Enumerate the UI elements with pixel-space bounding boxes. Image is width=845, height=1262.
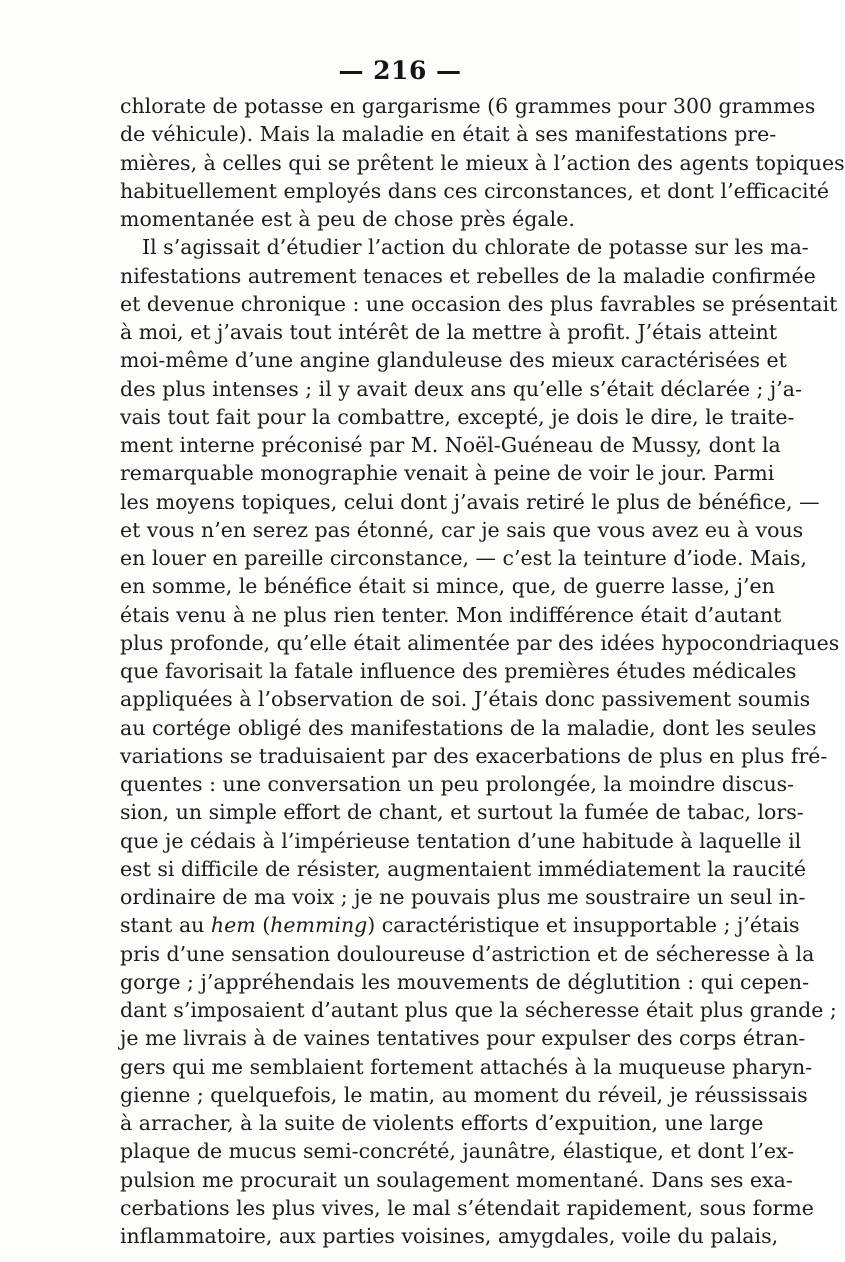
text-line: des plus intenses ; il y avait deux ans qu’elle s’était déclarée ; j’a- [120, 376, 802, 401]
text-line: appliquées à l’observation de soi. J’étais donc passivement soumis [120, 687, 811, 712]
text-line: et vous n’en serez pas étonné, car je sais que vous avez eu à vous [120, 517, 804, 542]
text-line: variations se traduisaient par des exacerbations de plus en plus fré- [120, 743, 828, 768]
text-line: en louer en pareille circonstance, — c’est la teinture d’iode. Mais, [120, 546, 807, 570]
text-line: dant s’imposaient d’autant plus que la sécheresse était plus grande ; [120, 998, 837, 1022]
text-line: pris d’une sensation douloureuse d’astriction et de sécheresse à la [120, 941, 815, 966]
italic-term: hemming [270, 913, 368, 938]
page-number: — 216 — [338, 56, 462, 85]
text-line: au cortége obligé des manifestations de la maladie, dont les seules [120, 715, 817, 740]
text-line: inflammatoire, aux parties voisines, amygdales, voile du palais, [120, 1224, 779, 1248]
text-line: ordinaire de ma voix ; je ne pouvais plus me soustraire un seul in- [120, 885, 806, 909]
text-line: que je cédais à l’impérieuse tentation d’une habitude à laquelle il [120, 828, 802, 853]
text-line: quentes : une conversation un peu prolongée, la moindre discus- [120, 772, 795, 796]
body-text [120, 92, 845, 1250]
text-fragment: ( [255, 913, 271, 938]
text-line: sion, un simple effort de chant, et surtout la fumée de tabac, lors- [120, 800, 804, 825]
text-line: les moyens topiques, celui dont j’avais retiré le plus de bénéfice, — [120, 489, 820, 514]
text-line: plus profonde, qu’elle était alimentée par des idées hypocondriaques [120, 630, 840, 655]
text-line: je me livrais à de vaines tentatives pour expulser des corps étran- [120, 1026, 806, 1051]
text-line: à moi, et j’avais tout intérêt de la mettre à profit. J’étais atteint [120, 320, 778, 344]
text-line: moi-même d’une angine glanduleuse des mieux caractérisées et [120, 348, 787, 373]
text-line: cerbations les plus vives, le mal s’étendait rapidement, sous forme [120, 1195, 814, 1220]
italic-term: hem [210, 913, 256, 938]
text-line: étais venu à ne plus rien tenter. Mon indifférence était d’autant [120, 602, 782, 627]
text-line: gers qui me semblaient fortement attachés à la muqueuse pharyn- [120, 1054, 813, 1079]
text-line: remarquable monographie venait à peine de voir le jour. Parmi [120, 461, 775, 486]
text-line-with-italics [120, 911, 800, 939]
text-fragment: ) caractéristique et insupportable ; j’étais [367, 913, 800, 938]
text-line: ment interne préconisé par M. Noël-Guéneau de Mussy, dont la [120, 433, 781, 457]
text-line: à arracher, à la suite de violents efforts d’expuition, une large [120, 1111, 764, 1135]
text-fragment: stant au [120, 913, 211, 938]
text-line: gorge ; j’appréhendais les mouvements de déglutition : qui cepen- [120, 969, 810, 994]
text-line: et devenue chronique : une occasion des plus favrables se présentait [120, 291, 838, 316]
text-line: en somme, le bénéfice était si mince, que, de guerre lasse, j’en [120, 574, 775, 599]
text-line: mières, à celles qui se prêtent le mieux à l’action des agents topiques [120, 150, 845, 175]
text-line: nifestations autrement tenaces et rebelles de la maladie confirmée [120, 263, 816, 288]
text-line: chlorate de potasse en gargarisme (6 grammes pour 300 grammes [120, 94, 816, 118]
text-line: momentanée est à peu de chose près égale. [120, 207, 575, 231]
text-line: que favorisait la fatale influence des premières études médicales [120, 659, 797, 683]
text-line: vais tout fait pour la combattre, excepté, je dois le dire, le traite- [120, 404, 795, 429]
text-line: est si difficile de résister, augmentaient immédiatement la raucité [120, 856, 807, 881]
text-line: Il s’agissait d’étudier l’action du chlorate de potasse sur les ma- [142, 235, 809, 260]
text-line: habituellement employés dans ces circonstances, et dont l’efficacité [120, 178, 829, 203]
text-line: gienne ; quelquefois, le matin, au moment du réveil, je réussissais [120, 1082, 808, 1107]
text-line: plaque de mucus semi-concrété, jaunâtre, élastique, et dont l’ex- [120, 1139, 795, 1164]
text-line: de véhicule). Mais la maladie en était à ses manifestations pre- [120, 122, 777, 147]
text-line: pulsion me procurait un soulagement momentané. Dans ses exa- [120, 1167, 793, 1192]
